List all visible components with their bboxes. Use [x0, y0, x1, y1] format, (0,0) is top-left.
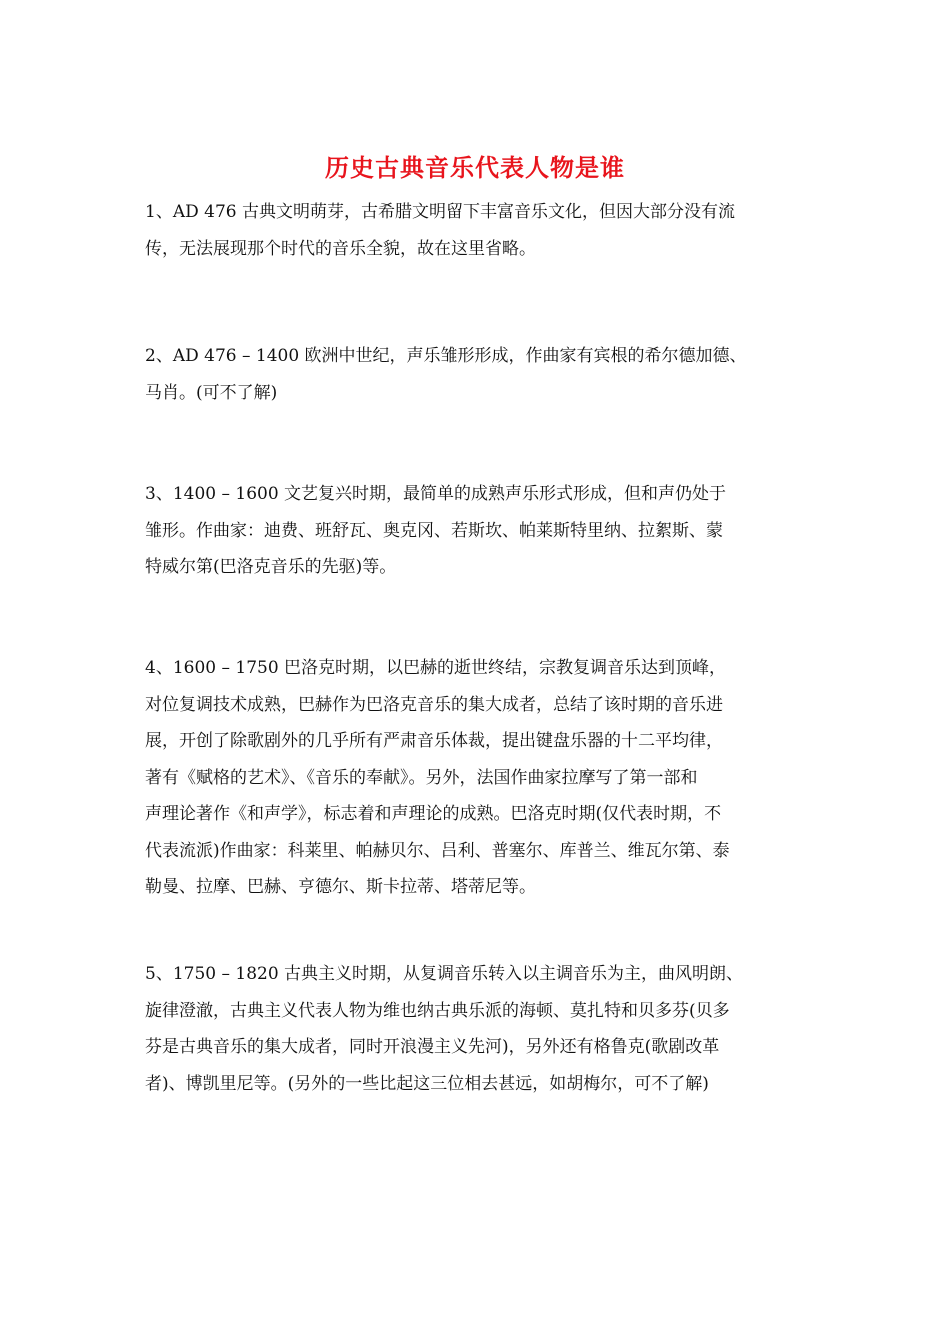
- paragraph-2: [145, 338, 815, 411]
- paragraph-3: [145, 476, 815, 586]
- paragraph-line: 特威尔第(巴洛克音乐的先驱)等。: [145, 557, 397, 577]
- paragraph-1: [145, 194, 815, 267]
- paragraph-line: 对位复调技术成熟，巴赫作为巴洛克音乐的集大成者，总结了该时期的音乐进: [145, 694, 723, 715]
- paragraph-line: 展，开创了除歌剧外的几乎所有严肃音乐体裁，提出键盘乐器的十二平均律，: [145, 731, 723, 751]
- paragraph-line: 勒曼、拉摩、巴赫、亨德尔、斯卡拉蒂、塔蒂尼等。: [145, 877, 536, 897]
- paragraph-line: 1、AD 476 古典文明萌芽，古希腊文明留下丰富音乐文化，但因大部分没有流: [145, 202, 735, 222]
- paragraph-line: 著有《赋格的艺术》、《音乐的奉献》。另外，法国作曲家拉摩写了第一部和: [145, 767, 698, 788]
- paragraph-line: 3、1400 – 1600 文艺复兴时期，最简单的成熟声乐形式形成，但和声仍处于: [145, 484, 727, 504]
- paragraph-line: 芬是古典音乐的集大成者，同时开浪漫主义先河)，另外还有格鲁克(歌剧改革: [145, 1037, 720, 1057]
- paragraph-line: 传，无法展现那个时代的音乐全貌，故在这里省略。: [145, 238, 536, 259]
- paragraph-line: 2、AD 476 – 1400 欧洲中世纪，声乐雏形形成，作曲家有宾根的希尔德加德、: [145, 346, 747, 366]
- paragraph-5: [145, 956, 815, 1102]
- paragraph-line: 声理论著作《和声学》，标志着和声理论的成熟。巴洛克时期(仅代表时期，不: [145, 804, 722, 824]
- paragraph-line: 5、1750 – 1820 古典主义时期，从复调音乐转入以主调音乐为主，曲风明朗、: [145, 964, 744, 984]
- paragraph-line: 代表流派)作曲家：科莱里、帕赫贝尔、吕利、普塞尔、库普兰、维瓦尔第、泰: [145, 840, 730, 861]
- paragraph-line: 马肖。(可不了解): [145, 382, 278, 403]
- paragraph-4: [145, 650, 815, 906]
- page-title: 历史古典音乐代表人物是谁: [325, 153, 625, 182]
- paragraph-line: 旋律澄澈，古典主义代表人物为维也纳古典乐派的海顿、莫扎特和贝多芬(贝多: [145, 1000, 730, 1021]
- paragraph-line: 雏形。作曲家：迪费、班舒瓦、奥克冈、若斯坎、帕莱斯特里纳、拉絮斯、蒙: [145, 520, 723, 541]
- paragraph-line: 者)、博凯里尼等。(另外的一些比起这三位相去甚远，如胡梅尔，可不了解): [145, 1073, 709, 1094]
- paragraph-line: 4、1600 – 1750 巴洛克时期，以巴赫的逝世终结，宗教复调音乐达到顶峰，: [145, 658, 727, 678]
